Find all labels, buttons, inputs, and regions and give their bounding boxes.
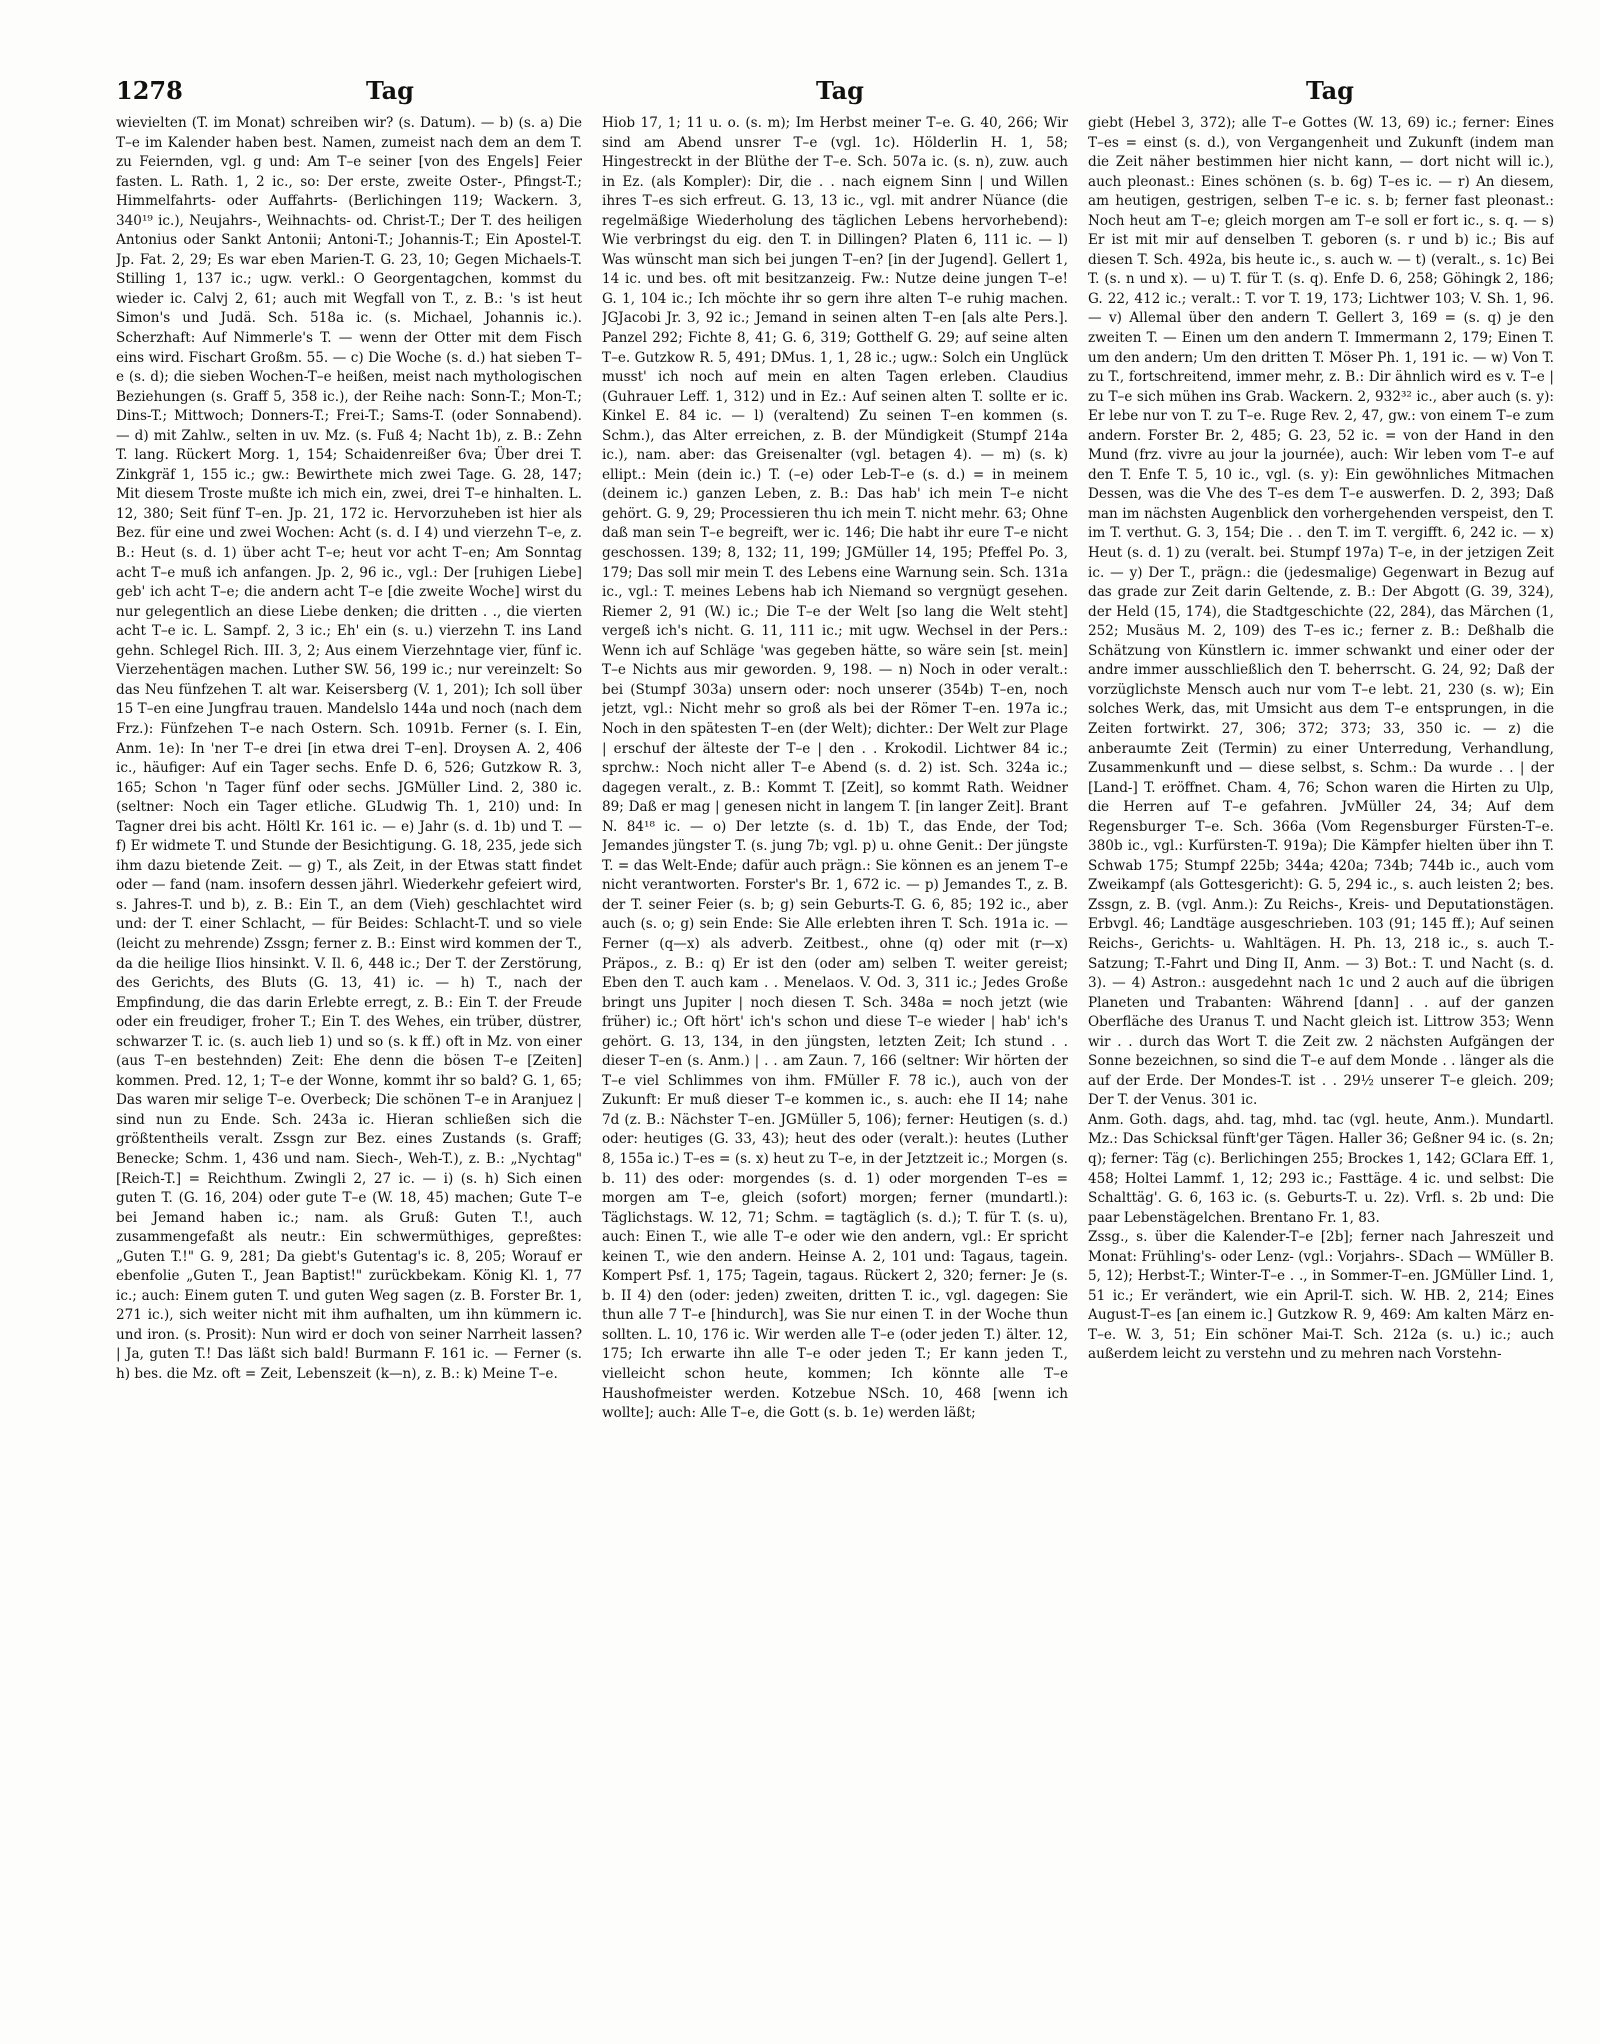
compounds-note: Zssg., s. über die Kalender-T–e [2b]; ferner nach Jahreszeit und Monat: Frühling's- oder Lenz- (vgl.: Vorjahrs-. SDach — WMüller B. 5, 12); Herbst-T.; Winter-T–e . ., in Sommer-T–en. JGMüller Lind. 1, 51 ic.; Er verändert, wie ein April-T. sich. W. HB. 2, 214; Eines August-T–es [an einem ic.] Gutzkow R. 9, 469: Am kalten März en-T–e. W. 3, 51; Ein schöner Mai-T. Sch. 212a (s. u.) ic.; auch außerdem leicht zu verstehn und zu mehren nach Vorstehn- [1088,1229,1554,1363]
entry-text: giebt (Hebel 3, 372); alle T–e Gottes (W. 13, 69) ic.; ferner: Eines T–es = einst (s. d.), von Vergangenheit und Zukunft (indem man die Zeit näher bestimmen hier nicht kann, — dort nicht will ic.), auch pleonast.: Eines schönen (s. b. 6g) T–es ic. — r) An diesem, am heutigen, gestrigen, selben T–e ic. s. b; ferner fast pleonast.: Noch heut am T–e; gleich morgen am T–e soll er fort ic., s. q. — s) Er ist mit mir auf denselben T. geboren (s. r und b) ic.; Bis auf diesen T. Sch. 492a, bis heute ic., s. auch w. — t) (veralt., s. 1c) Bei T. (s. n und x). — u) T. für T. (s. q). Enfe D. 6, 258; Göhingk 2, 186; G. 22, 412 ic.; veralt.: T. vor T. 19, 173; Lichtwer 103; V. Sh. 1, 96. — v) Allemal über den andern T. Gellert 3, 169 = (s. q) je den zweiten T. — Einen um den andern T. Immermann 2, 179; Einen T. um den andern; Um den dritten T. Möser Ph. 1, 191 ic. — w) Von T. zu T., fortschreitend, immer mehr, z. B.: Dir ähnlich wird es v. T–e | zu T–e sich mühen ins Grab. Wackern. 2, 932³² ic., aber auch (s. y): Er lebe nur von T. zu T–e. Ruge Rev. 2, 47, gw.: von einem T–e zum andern. Forster Br. 2, 485; G. 23, 52 ic. = von der Hand in den Mund (frz. vivre au jour la journée), auch: Wir leben vom T–e auf den T. Enfe T. 5, 10 ic., vgl. (s. y): Ein gewöhnliches Mitmachen Dessen, was die Vhe des T–es dem T–e auswerfen. D. 2, 393; Daß man im nächsten Augenblick den vorhergehenden verspeist, den T. im T. verthut. G. 3, 154; Die . . den T. im T. vergifft. 6, 242 ic. — x) Heut (s. d. 1) zu (veralt. bei. Stumpf 197a) T–e, in der jetzigen Zeit ic. — y) Der T., prägn.: die (jedesmalige) Gegenwart in Bezug auf das grade zur Zeit darin Geltende, z. B.: Der Abgott (G. 39, 324), der Held (15, 174), die Stadtgeschichte (22, 284), das Märchen (1, 252; Musäus M. 2, 109) des T–es ic.; ferner z. B.: Deßhalb die Schätzung von Künstlern ic. immer schwankt und einer oder der andre immer ausschließlich den T. beherrscht. G. 24, 92; Daß der vorzüglichste Mensch auch nur vom T–e lebt. 21, 230 (s. w); Ein solches Werk, das, mit Umsicht aus dem T–e entsprungen, in die Zeiten fortwirkt. 27, 306; 372; 373; 33, 350 ic. — z) die anberaumte Zeit (Termin) zu einer Unterredung, Verhandlung, Zusammenkunft und — diese selbst, s. Schm.: Da wurde . . | der [Land-] T. eröffnet. Cham. 4, 76; Schon waren die Hirten zu Ulp, die Herren auf T–e gefahren. JvMüller 24, 34; Auf dem Regensburger T–e. Sch. 366a (Vom Regensburger Fürsten-T–e. 380b ic., vgl.: Kurfürsten-T. 919a); Die Kämpfer hielten über ihn T. Schwab 175; Stumpf 225b; 344a; 420a; 734b; 744b ic., auch vom Zweikampf (als Gottesgericht): G. 5, 294 ic., s. auch leisten 2; bes. Zssgn, z. B. (vgl. Anm.): Zu Reichs-, Kreis- und Deputationstägen. Erbvgl. 46; Landtäge ausgeschrieben. 103 (91; 145 ff.); Auf seinen Reichs-, Gerichts- u. Wahltägen. H. Ph. 13, 218 ic., s. auch T.-Satzung; T.-Fahrt und Ding II, Anm. — 3) Bot.: T. und Nacht (s. d. 3). — 4) Astron.: ausgedehnt nach 1c und 2 auch auf die übrigen Planeten und Trabanten: Während [dann] . . auf der ganzen Oberfläche des Uranus T. und Nacht gleich ist. Littrow 353; Wenn wir . . durch das Wort T. die Zeit zw. 2 nächsten Aufgängen der Sonne bezeichnen, so sind die T–e auf dem Monde . . länger als die auf der Erde. Der Mondes-T. ist . . 29½ unserer T–e gleich. 209; Der T. der Venus. 301 ic. [1088,115,1554,1109]
etymology-note: Anm. Goth. dags, ahd. tag, mhd. tac (vgl. heute, Anm.). Mundartl. Mz.: Das Schicksal fünft'ger Tägen. Haller 36; Geßner 94 ic. (s. 2n; q); ferner: Täg (c). Berlichingen 255; Brockes 1, 142; GClara Eff. 1, 458; Holtei Lammf. 1, 12; 293 ic.; Fasttäge. 4 ic. und selbst: Die Schalttäg'. G. 6, 163 ic. (s. Geburts-T. u. 2z). Vrfl. s. 2b und: Die paar Lebenstägelchen. Brentano Fr. 1, 83. [1088,1111,1554,1226]
running-headword-left: Tag [366,76,414,105]
page-number: 1278 [116,76,183,105]
column-right [1088,114,1554,2044]
running-headword-right: Tag [1306,76,1354,105]
entry-text: Hiob 17, 1; 11 u. o. (s. m); Im Herbst meiner T–e. G. 40, 266; Wir sind am Abend unsrer T–e (vgl. 1c). Hölderlin H. 1, 58; Hingestreckt in der Blüthe der T–e. Sch. 507a ic. (s. n), zuw. auch in Ez. (als Kompler): Dir, die . . nach eignem Sinn | und Willen ihres T–es sich erfreut. G. 13, 13 ic., vgl. mit andrer Nüance (die regelmäßige Wiederholung des täglichen Lebens hervorhebend): Wie verbringst du eig. den T. in Dillingen? Platen 6, 111 ic. — l) Was wünscht man sich bei jungen T–en? [in der Jugend]. Gellert 1, 14 ic. und bes. oft mit besitzanzeig. Fw.: Nutze deine jungen T–e! G. 1, 104 ic.; Ich möchte ihr so gern ihre alten T–e ruhig machen. JGJacobi Jr. 3, 92 ic.; Jemand in seinen alten T–en [als alte Pers.]. Panzel 292; Fichte 8, 41; G. 6, 319; Gotthelf G. 29; auf seine alten T–e. Gutzkow R. 5, 491; DMus. 1, 1, 28 ic.; ugw.: Solch ein Unglück musst' ich noch auf mein en alten Tagen erleben. Claudius (Guhrauer Leff. 1, 312) und in Ez.: Auf seinen alten T. sollte er ic. Kinkel E. 84 ic. — l) (veraltend) Zu seinen T–en kommen (s. Schm.), das Alter erreichen, z. B. der Mündigkeit (Stumpf 214a ic.), nam. aber: das Greisenalter (vgl. betagen 4). — m) (s. k) ellipt.: Mein (dein ic.) T. (–e) oder Leb-T–e (s. d.) = in meinem (deinem ic.) ganzen Leben, z. B.: Das hab' ich mein T–e nicht gehört. G. 9, 29; Processieren thu ich mein T. nicht mehr. 63; Ohne daß man sein T–e begreift, wer ic. 146; Die habt ihr eure T–e nicht geschossen. 139; 8, 132; 11, 199; JGMüller 14, 195; Pfeffel Po. 3, 179; Das soll mir mein T. des Lebens eine Warnung sein. Sch. 131a ic., vgl.: T. meines Lebens hab ich Niemand so vergnügt gesehen. Riemer 2, 91 (W.) ic.; Die T–e der Welt [so lang die Welt steht] vergeß ich's nicht. G. 11, 111 ic.; mit ugw. Wechsel in der Pers.: Wenn ich auf Schläge 'was gegeben hätte, so wäre sein [st. mein] T–e Nichts aus mir geworden. 9, 198. — n) Noch in oder veralt.: bei (Stumpf 303a) unsern oder: noch unserer (354b) T–en, noch jetzt, vgl.: Nicht mehr so groß als bei der Römer T–en. 197a ic.; Noch in den spätesten T–en (der Welt); dichter.: Der Welt zur Plage | erschuf der älteste der T–e | den . . Krokodil. Lichtwer 84 ic.; sprchw.: Noch nicht aller T–e Abend (s. d. 2) ist. Sch. 324a ic.; dagegen veralt., z. B.: Kommt T. [Zeit], so kommt Rath. Weidner 89; Daß er mag | genesen nicht in langem T. [in langer Zeit]. Brant N. 84¹⁸ ic. — o) Der letzte (s. d. 1b) T., das Ende, der Tod; Jemandes jüngster T. (s. jung 7b; vgl. p) u. ohne Genit.: Der jüngste T. = das Welt-Ende; dafür auch prägn.: Sie können es an jenem T–e nicht verantworten. Forster's Br. 1, 672 ic. — p) Jemandes T., z. B. der T. seiner Feier (s. b; g) sein Geburts-T. G. 6, 85; 192 ic., aber auch (s. o; g) sein Ende: Sie Alle erlebten ihren T. Sch. 191a ic. — Ferner (q—x) als adverb. Zeitbest., ohne (q) oder mit (r—x) Präpos., z. B.: q) Er ist den (oder am) selben T. weiter gereist; Eben den T. auch kam . . Menelaos. V. Od. 3, 311 ic.; Jedes Große bringt uns Jupiter | noch diesen T. Sch. 348a = noch jetzt (wie früher) ic.; Oft hört' ich's schon und diese T–e wieder | hab' ich's gehört. G. 13, 134, in den jüngsten, letzten Zeit; Ich stund . . dieser T–en (s. Anm.) | . . am Zaun. 7, 166 (seltner: Wir hörten der T–e viel Schlimmes von ihm. FMüller F. 78 ic.), auch von der Zukunft: Er muß dieser T–e kommen ic., s. auch: ehe II 14; nahe 7d (z. B.: Nächster T–en. JGMüller 5, 106); ferner: Heutigen (s. d.) oder: heutiges (G. 33, 43); heut des oder (veralt.): heutes (Luther 8, 155a ic.) T–es = (s. x) heut zu T–e, in der Jetztzeit ic.; Morgen (s. b. 11) des oder: morgendes (s. d. 1) oder morgenden T–es = morgen am T–e, gleich (sofort) morgen; ferner (mundartl.): Täglichstags. W. 12, 71; Schm. = tagtäglich (s. d.); T. für T. (s. u), auch: Einen T., wie alle T–e oder wie den andern, vgl.: Er spricht keinen T., wie den andern. Heinse A. 2, 101 und: Tagaus, tagein. Kompert Psf. 1, 175; Tagein, tagaus. Rückert 2, 320; ferner: Je (s. b. II 4) den (oder: jeden) zweiten, dritten T. ic., vgl. dagegen: Sie thun alle 7 T–e [hindurch], was Sie nur einen T. in der Woche thun sollten. L. 10, 176 ic. Wir werden alle T–e (oder jeden T.) älter. 12, 175; Ich erwarte ihn alle T–e oder jeden T.; Er kann jeden T., vielleicht schon heute, kommen; Ich könnte alle T–e Haushofmeister werden. Kotzebue NSch. 10, 468 [wenn ich wollte]; auch: Alle T–e, die Gott (s. b. 1e) werden läßt; [602,115,1068,1422]
running-headword-center: Tag [816,76,864,105]
column-middle [602,114,1068,2044]
text-columns [116,114,1556,2044]
page-header [116,76,1556,106]
entry-text: wievielten (T. im Monat) schreiben wir? (s. Datum). — b) (s. a) Die T–e im Kalender haben best. Namen, zumeist nach dem an dem T. zu Feiernden, vgl. g und: Am T–e seiner [von des Engels] Feier fasten. L. Rath. 1, 2 ic., so: Der erste, zweite Oster-, Pfingst-T.; Himmelfahrts- oder Auffahrts- (Berlichingen 119; Wackern. 3, 340¹⁹ ic.), Neujahrs-, Weihnachts- od. Christ-T.; Der T. des heiligen Antonius oder Sankt Antonii; Antoni-T.; Johannis-T.; Ein Apostel-T. Jp. Fat. 2, 29; Es war eben Marien-T. G. 23, 10; Gegen Michaels-T. Stilling 1, 137 ic.; ugw. verkl.: O Georgentagchen, kommst du wieder ic. Calvj 2, 61; auch mit Wegfall von T., z. B.: 's ist heut Simon's und Judä. Sch. 518a ic. (s. Michael, Johannis ic.). Scherzhaft: Auf Nimmerle's T. — wenn der Otter mit dem Fisch eins wird. Fischart Großm. 55. — c) Die Woche (s. d.) hat sieben T–e (s. d); die sieben Wochen-T–e heißen, meist nach mythologischen Beziehungen (s. Graff 5, 358 ic.), der Reihe nach: Sonn-T.; Mon-T.; Dins-T.; Mittwoch; Donners-T.; Frei-T.; Sams-T. (oder Sonnabend). — d) mit Zahlw., selten in uv. Mz. (s. Fuß 4; Nacht 1b), z. B.: Zehn T. lang. Rückert Morg. 1, 154; Schaidenreißer 6va; Über drei T. Zinkgräf 1, 155 ic.; gw.: Bewirthete mich zwei Tage. G. 28, 147; Mit diesem Troste mußte ich mich ein, zwei, drei T–e hinhalten. L. 12, 380; Seit fünf T–en. Jp. 21, 172 ic. Hervorzuheben ist hier als Bez. für eine und zwei Wochen: Acht (s. d. I 4) und vierzehn T–e, z. B.: Heut (s. d. 1) über acht T–e; heut vor acht T–en; Am Sonntag acht T–e muß ich anfangen. Jp. 2, 96 ic., vgl.: Der [ruhigen Liebe] geb' ich acht T–e; die andern acht T–e [die zweite Woche] wirst du nur gelegentlich an diese Liebe denken; die dritten . ., die vierten acht T–e ic. L. Sampf. 2, 3 ic.; Eh' ein (s. u.) vierzehn T. ins Land gehn. Schlegel Rich. III. 3, 2; Aus einem Vierzehntage vier, fünf ic. Vierzehentägen machen. Luther SW. 56, 199 ic.; nur vereinzelt: So das Neu fünfzehen T. alt war. Keisersberg (V. 1, 201); Ich soll über 15 T–en eine Jungfrau trauen. Mandelslo 144a und noch (nach dem Frz.): Fünfzehen T–e nach Ostern. Sch. 1091b. Ferner (s. I. Ein, Anm. 1e): In 'ner T–e drei [in etwa drei T–en]. Droysen A. 2, 406 ic., häufiger: Auf ein Tager sechs. Enfe D. 6, 526; Gutzkow R. 3, 165; Schon 'n Tager fünf oder sechs. JGMüller Lind. 2, 380 ic. (seltner: Noch ein Tager etliche. GLudwig Th. 1, 210) und: In Tagner drei bis acht. Höltl Kr. 161 ic. — e) Jahr (s. d. 1b) und T. — f) Er widmete T. und Stunde der Besichtigung. G. 18, 235, jede sich ihm dazu bietende Zeit. — g) T., als Zeit, in der Etwas statt findet oder — fand (nam. insofern dessen jährl. Wiederkehr gefeiert wird, s. Jahres-T. und b), z. B.: Ein T., an dem (Vieh) geschlachtet wird und: der T. einer Schlacht, — für Beides: Schlacht-T. und so viele (leicht zu mehrende) Zssgn; ferner z. B.: Einst wird kommen der T., da die heilige Ilios hinsinkt. V. Il. 6, 448 ic.; Der T. der Zerstörung, des Gerichts, des Bluts (G. 13, 41) ic. — h) T., nach der Empfindung, die das darin Erlebte erregt, z. B.: Ein T. der Freude oder ein freudiger, froher T.; Ein T. des Wehes, ein trüber, düstrer, schwarzer T. ic. (s. auch lieb 1) und so (s. k ff.) oft in Mz. von einer (aus T–en bestehnden) Zeit: Ehe denn die bösen T–e [Zeiten] kommen. Pred. 12, 1; T–e der Wonne, kommt ihr so bald? G. 1, 65; Das waren mir selige T–e. Overbeck; Die schönen T–e in Aranjuez | sind nun zu Ende. Sch. 243a ic. Hieran schließen sich die größtentheils veralt. Zssgn zur Bez. eines Zustands (s. Graff; Benecke; Schm. 1, 436 und nam. Siech-, Weh-T.), z. B.: „Nychtag" [Reich-T.] = Reichthum. Zwingli 2, 27 ic. — i) (s. h) Sich einen guten T. (G. 16, 204) oder gute T–e (W. 18, 45) machen; Gute T–e bei Jemand haben ic.; nam. als Gruß: Guten T.!, auch zusammengefaßt als neutr.: Ein schwermüthiges, gepreßtes: „Guten T.!" G. 9, 281; Da giebt's Gutentag's ic. 8, 205; Worauf er ebenfolie „Guten T., Jean Baptist!" zurückbekam. König Kl. 1, 77 ic.; auch: Einem guten T. und guten Weg sagen (z. B. Forster Br. 1, 271 ic.), sich weiter nicht mit ihm aufhalten, um ihn kümmern ic. und iron. (s. Prosit): Nun wird er doch von seiner Narrheit lassen? | Ja, guten T.! Das läßt sich bald! Burmann F. 161 ic. — Ferner (s. h) bes. die Mz. oft = Zeit, Lebenszeit (k—n), z. B.: k) Meine T–e. [116,115,582,1382]
column-left [116,114,582,2044]
